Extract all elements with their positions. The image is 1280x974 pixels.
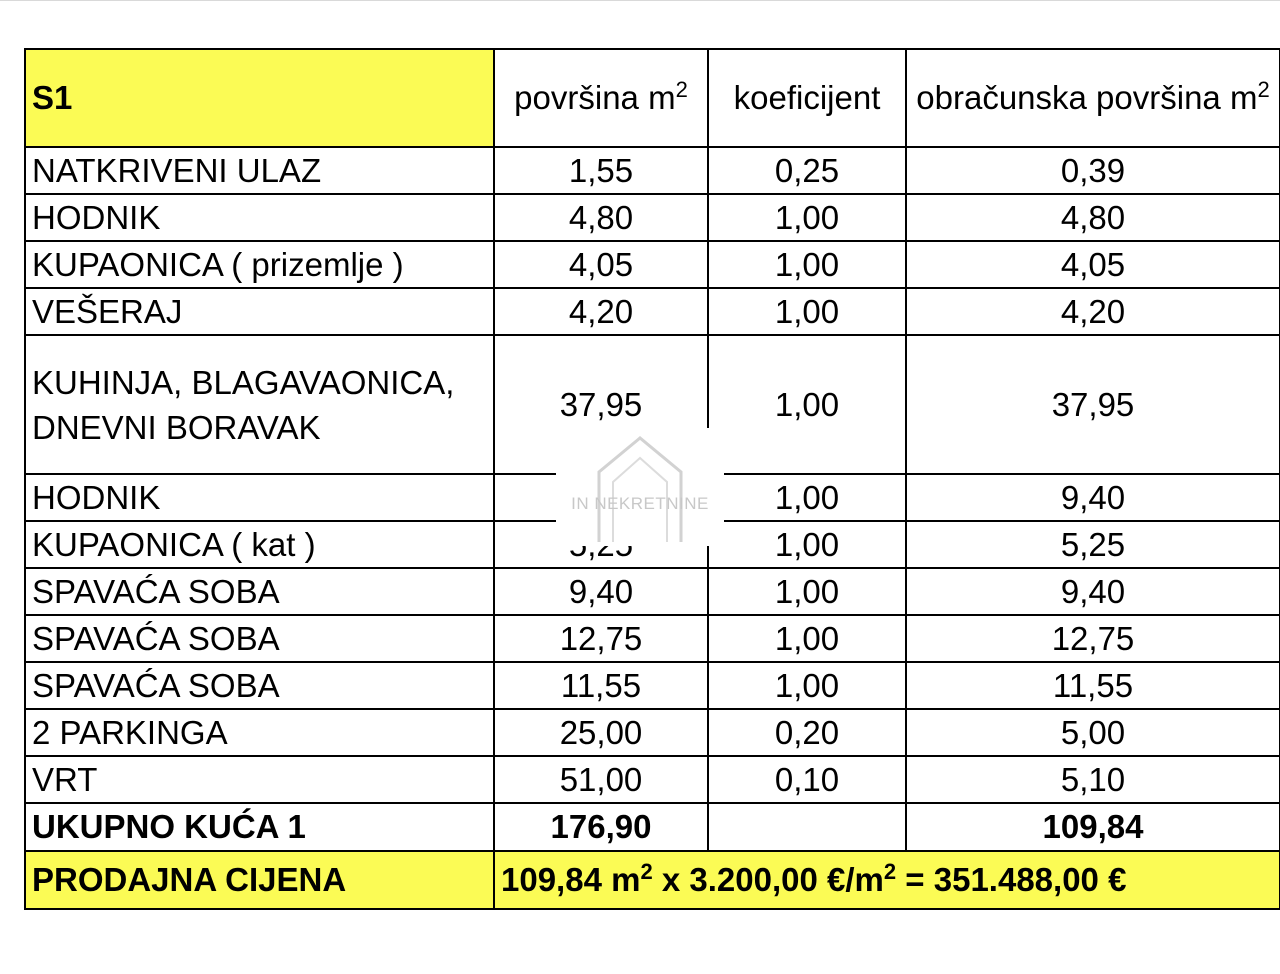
top-divider <box>0 0 1280 1</box>
header-area: površina $m^2$ <box>494 49 708 147</box>
room-calculated-area: 4,05 <box>906 241 1280 288</box>
room-area: 12,75 <box>494 615 708 662</box>
house-logo-icon <box>593 432 687 544</box>
room-area: 51,00 <box>494 756 708 803</box>
price-label: PRODAJNA CIJENA <box>25 851 494 909</box>
room-name: HODNIK <box>25 194 494 241</box>
room-area: 25,00 <box>494 709 708 756</box>
table-header-row <box>25 49 1280 147</box>
table-row <box>25 147 1280 194</box>
room-coefficient: 0,20 <box>708 709 906 756</box>
table-row <box>25 756 1280 803</box>
room-calculated-area: 0,39 <box>906 147 1280 194</box>
room-area: 37,95 <box>494 335 708 474</box>
room-calculated-area: 5,00 <box>906 709 1280 756</box>
room-area: 4,80 <box>494 194 708 241</box>
room-calculated-area: 9,40 <box>906 568 1280 615</box>
watermark-text: IN NEKRETNINE <box>571 494 709 513</box>
price-row <box>25 851 1280 909</box>
room-area: 4,05 <box>494 241 708 288</box>
room-calculated-area: 11,55 <box>906 662 1280 709</box>
room-coefficient: 1,00 <box>708 288 906 335</box>
total-area: 176,90 <box>494 803 708 851</box>
room-area: 4,20 <box>494 288 708 335</box>
room-name: NATKRIVENI ULAZ <box>25 147 494 194</box>
room-calculated-area: 4,80 <box>906 194 1280 241</box>
table-row <box>25 568 1280 615</box>
room-coefficient: 1,00 <box>708 474 906 521</box>
room-coefficient: 1,00 <box>708 521 906 568</box>
room-calculated-area: 5,10 <box>906 756 1280 803</box>
room-coefficient: 1,00 <box>708 568 906 615</box>
room-coefficient: 1,00 <box>708 194 906 241</box>
total-row <box>25 803 1280 851</box>
room-coefficient: 1,00 <box>708 615 906 662</box>
room-calculated-area: 9,40 <box>906 474 1280 521</box>
room-name: VEŠERAJ <box>25 288 494 335</box>
room-name: KUHINJA, BLAGAVAONICA, DNEVNI BORAVAK <box>25 335 494 474</box>
room-coefficient: 0,25 <box>708 147 906 194</box>
room-area: 1,55 <box>494 147 708 194</box>
table-row <box>25 709 1280 756</box>
room-calculated-area: 4,20 <box>906 288 1280 335</box>
total-label: UKUPNO KUĆA 1 <box>25 803 494 851</box>
room-name: VRT <box>25 756 494 803</box>
table-row <box>25 662 1280 709</box>
room-calculated-area: 12,75 <box>906 615 1280 662</box>
table-row <box>25 194 1280 241</box>
room-coefficient: 1,00 <box>708 335 906 474</box>
total-coefficient <box>708 803 906 851</box>
watermark <box>556 428 724 546</box>
room-name: SPAVAĆA SOBA <box>25 568 494 615</box>
table-row <box>25 288 1280 335</box>
unit-label: S1 <box>25 49 494 147</box>
price-formula: 109,84 $m^2$ x 3.200,00 $€/m^2 = 351.488,00$ € <box>494 851 1280 909</box>
room-coefficient: 1,00 <box>708 662 906 709</box>
room-coefficient: 1,00 <box>708 241 906 288</box>
room-area: 11,55 <box>494 662 708 709</box>
room-name: KUPAONICA ( prizemlje ) <box>25 241 494 288</box>
room-calculated-area: 37,95 <box>906 335 1280 474</box>
room-calculated-area: 5,25 <box>906 521 1280 568</box>
room-name: KUPAONICA ( kat ) <box>25 521 494 568</box>
header-calculated-area: obračunska površina $m^2$ <box>906 49 1280 147</box>
room-name: SPAVAĆA SOBA <box>25 662 494 709</box>
room-name: HODNIK <box>25 474 494 521</box>
room-name: SPAVAĆA SOBA <box>25 615 494 662</box>
table-row <box>25 615 1280 662</box>
room-coefficient: 0,10 <box>708 756 906 803</box>
room-area: 9,40 <box>494 568 708 615</box>
table-row <box>25 241 1280 288</box>
total-calculated-area: 109,84 <box>906 803 1280 851</box>
room-name: 2 PARKINGA <box>25 709 494 756</box>
header-coefficient: koeficijent <box>708 49 906 147</box>
